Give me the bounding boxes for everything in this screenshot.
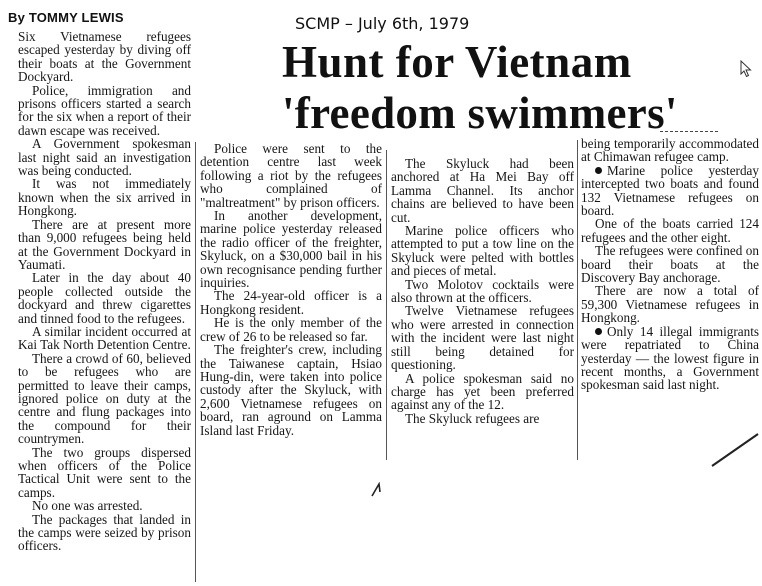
scribble-mark-icon [370, 482, 386, 498]
paragraph: A similar incident occurred at Kai Tak North Detention Centre. [18, 323, 191, 353]
headline-line-1: Hunt for Vietnam [282, 37, 632, 87]
article-column-2 [200, 142, 382, 437]
paragraph: He is the only member of the crew of 26 to be released so far. [200, 315, 382, 344]
paragraph: The Skyluck had been anchored at Ha Mei Bay off Lamma Channel. Its anchor chains are believed to have been cut. [391, 156, 574, 225]
paragraph: One of the boats carried 124 refugees and the other eight. [581, 216, 759, 245]
paragraph: Police were sent to the detention centre last week following a riot by the refugees who complained of "maltreatment" by prison officers. [200, 141, 382, 210]
column-divider [577, 140, 578, 460]
paragraph: No one was arrested. [32, 498, 143, 514]
paragraph-text: Only 14 illegal immigrants were repatriated to China yesterday — the lowest figure in recent months, a Government spokesman said last night. [581, 323, 759, 393]
mouse-pointer-icon [740, 60, 752, 78]
paragraph [581, 325, 759, 392]
paragraph: There are at present more than 9,000 refugees being held at the Government Dockyard in Yaumati. [18, 216, 191, 272]
paragraph: The 24-year-old officer is a Hongkong resident. [200, 288, 382, 317]
paragraph: There are now a total of 59,300 Vietnamese refugees in Hongkong. [581, 283, 759, 326]
bullet-icon [595, 328, 602, 335]
article-column-4 [581, 137, 759, 392]
paragraph: The Skyluck refugees are [405, 410, 540, 426]
paragraph: A Government spokesman last night said an investigation was being conducted. [18, 136, 191, 179]
paragraph: It was not immediately known when the six arrived in Hongkong. [18, 176, 191, 219]
paragraph: Six Vietnamese refugees escaped yesterday by diving off their boats at the Government Dockyard. [18, 29, 191, 85]
headline-line-2: 'freedom swimmers' [282, 88, 678, 138]
paragraph: Two Molotov cocktails were also thrown at the officers. [391, 276, 574, 306]
date-caption: SCMP – July 6th, 1979 [295, 14, 470, 33]
paragraph: There a crowd of 60, believed to be refugees who are permitted to leave their camps, ignored police on duty at the centre and flung packages into the compound for their countrymen. [18, 350, 191, 447]
paragraph: Later in the day about 40 people collected outside the dockyard and threw cigarettes and tinned food to the refugees. [18, 270, 191, 326]
paragraph: Police, immigration and prisons officers started a search for the six when a report of their dawn escape was received. [18, 82, 191, 138]
paragraph: The two groups dispersed when officers of the Police Tactical Unit were sent to the camps. [18, 444, 191, 500]
paragraph [581, 164, 759, 218]
paragraph: A police spokesman said no charge has yet been preferred against any of the 12. [391, 370, 574, 413]
paragraph-text: Marine police yesterday intercepted two boats and found 132 Vietnamese refugees on board. [581, 162, 759, 219]
paragraph: In another development, marine police yesterday released the radio officer of the freighter, Skyluck, on a $30,000 bail in his own recognisance pending further inquiries. [200, 208, 382, 291]
paragraph: The freighter's crew, including the Taiwanese captain, Hsiao Hung-din, were taken into police custody after the Skyluck, with 2,600 Vietnamese refugees on board, ran aground on Lamma Island last Friday. [200, 342, 382, 438]
paragraph: The packages that landed in the camps were seized by prison officers. [18, 511, 191, 554]
paragraph: Marine police officers who attempted to put a tow line on the Skyluck were pelted with bottles and pieces of metal. [391, 223, 574, 279]
paragraph: being temporarily accommodated at Chimawan refugee camp. [581, 136, 759, 165]
column-divider [195, 142, 196, 582]
headline [282, 37, 678, 138]
article-column-3 [391, 157, 574, 425]
column-divider [386, 150, 387, 460]
byline: By TOMMY LEWIS [8, 10, 124, 25]
paragraph: Twelve Vietnamese refugees who were arrested in connection with the incident were last night still being detained for questioning. [391, 303, 574, 373]
headline-rule [660, 131, 718, 132]
torn-edge-line [710, 430, 760, 470]
article-column-1 [18, 30, 191, 553]
paragraph: The refugees were confined on board their boats at the Discovery Bay anchorage. [581, 243, 759, 286]
bullet-icon [595, 167, 602, 174]
